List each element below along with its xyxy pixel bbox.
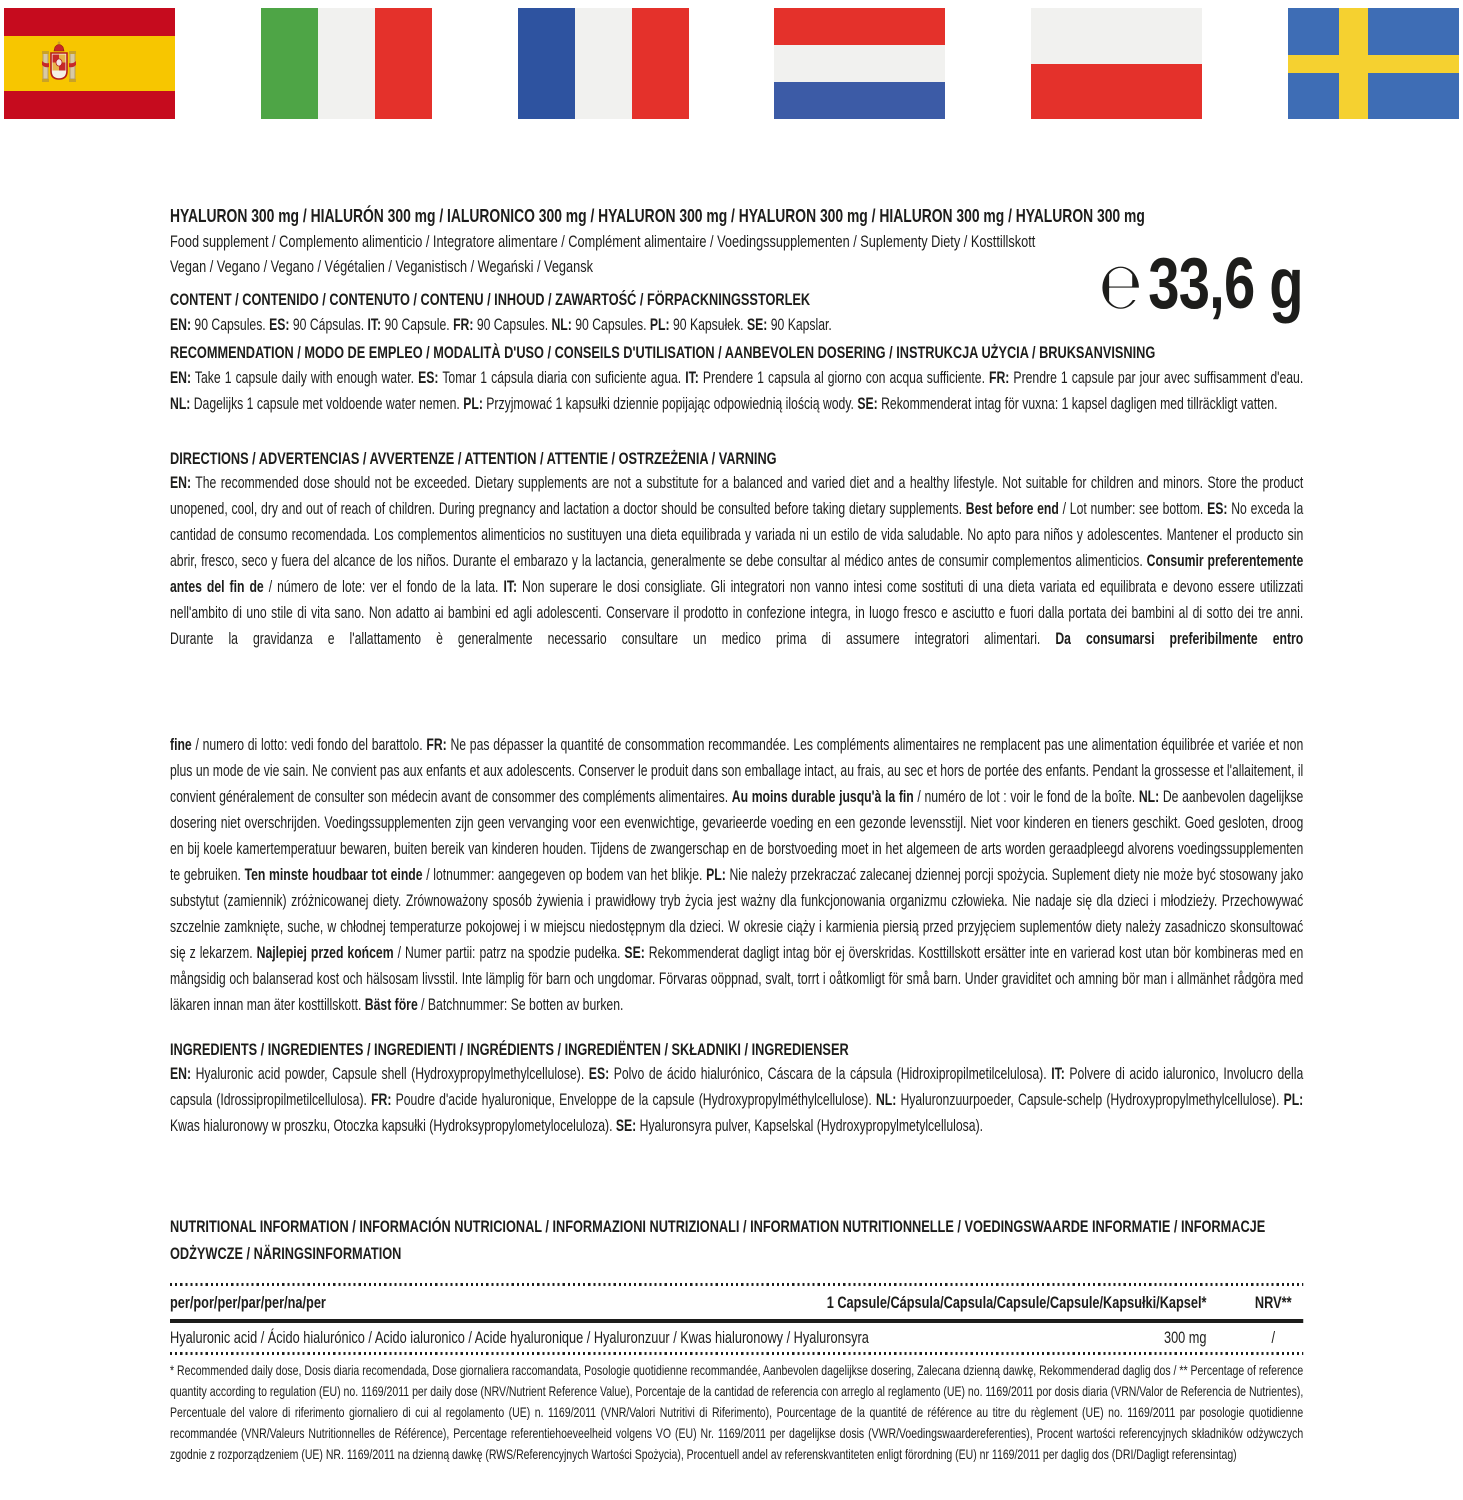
col-header-amount: 1 Capsule/Cápsula/Capsula/Capsule/Capsule/Kapsułki/Kapsel* (826, 1293, 1207, 1312)
flag-spain-stripes (4, 8, 175, 119)
nutrition-table-row (170, 1325, 1303, 1351)
nutrition-table-header (170, 1290, 1303, 1316)
flag-spain-icon (4, 8, 175, 119)
flag-stripe (1339, 8, 1368, 119)
flag-stripe (1288, 55, 1459, 74)
spain-coat-of-arms-icon (42, 41, 76, 87)
divider-dotted-bottom (170, 1352, 1303, 1355)
directions-body-1: EN: The recommended dose should not be exceeded. Dietary supplements are not a substitute for a balanced and varied diet and a healthy lifestyle. Not suitable for children and minors. Store the product unopened, cool, dry and out of reach of children. During pregnancy and lactation a doctor should be consulted before taking dietary supplements. Best before end / Lot number: see bottom. ES: No exceda la cantidad de consumo recomendada. Los complementos alimenticios no sustituyen una dieta equilibrada y variada ni un estilo de vida saludable. No apto para niños y adolescentes. Mantener el producto sin abrir, fresco, seco y fuera del alcance de los niños. Durante el embarazo y la lactancia, generalmente se debe consultar al médico antes de consumir complementos alimenticios. Consumir preferentemente antes del fin de / número de lote: ver el fondo de la lata. IT: Non superare le dosi consigliate. Gli integratori non vanno intesi come sostituti di una dieta variata ed equilibrata e devono essere utilizzati nell'ambito di uno stile di vita sano. Non adatto ai bambini ed agli adolescenti. Conservare il prodotto in confezione integra, in luogo fresco e asciutto e fuori dalla portata dei bambini al di sotto dei tre anni. Durante la gravidanza e l'allattamento è generalmente necessario consultare un medico prima di assumere integratori alimentari. Da consumarsi preferibilmente entro (170, 474, 1304, 648)
content-heading: CONTENT / CONTENIDO / CONTENUTO / CONTENU / INHOUD / ZAWARTOŚĆ / FÖRPACKNINGSSTORLEK (170, 290, 811, 309)
flag-stripe (4, 8, 175, 36)
ingredients-heading: INGREDIENTS / INGREDIENTES / INGREDIENTI / INGRÉDIENTS / INGREDIËNTEN / SKŁADNIKI / INGREDIENSER (170, 1040, 849, 1059)
flag-sweden-icon (1288, 8, 1459, 119)
nutrition-heading: NUTRITIONAL INFORMATION / INFORMACIÓN NUTRICIONAL / INFORMAZIONI NUTRIZIONALI / INFORMATION NUTRITIONNELLE / VOEDINGSWAARDE INFORMATIE / INFORMACJE ODŻYWCZE / NÄRINGSINFORMATION (170, 1217, 1266, 1263)
recommendation-body: EN: Take 1 capsule daily with enough water. ES: Tomar 1 cápsula diaria con suficiente agua. IT: Prendere 1 capsula al giorno con acqua sufficiente. FR: Prendre 1 capsule par jour avec suffisamment d'eau. NL: Dagelijks 1 capsule met voldoende water nemen. PL: Przyjmować 1 kapsułki dziennie popijając odpowiednią ilością wody. SE: Rekommenderat intag för vuxna: 1 kapsel dagligen med tillräckligt vatten. (170, 369, 1304, 413)
content-body: EN: 90 Capsules. ES: 90 Cápsulas. IT: 90 Capsule. FR: 90 Capsules. NL: 90 Capsules. PL: 90 Kapsułek. SE: 90 Kapslar. (170, 316, 832, 334)
divider-dotted-top (170, 1283, 1303, 1286)
intro-block (170, 203, 1303, 280)
col-header-nrv: NRV** (1254, 1293, 1292, 1312)
product-title: HYALURON 300 mg / HIALURÓN 300 mg / IALURONICO 300 mg / HYALURON 300 mg / HYALURON 300 mg / HIALURON 300 mg / HYALURON 300 mg (170, 205, 1145, 226)
nutrient-amount: 300 mg (1163, 1328, 1207, 1347)
divider-solid (170, 1319, 1303, 1323)
supplement-line: Food supplement / Complemento alimenticio / Integratore alimentare / Complément alimentaire / Voedingssupplementen / Suplementy Diety / Kosttillskott (170, 231, 1036, 251)
directions-heading: DIRECTIONS / ADVERTENCIAS / AVVERTENZE / ATTENTION / ATTENTIE / OSTRZEŻENIA / VARNING (170, 449, 777, 468)
label-text-column (170, 0, 1303, 1500)
footnote: * Recommended daily dose, Dosis diaria recomendada, Dose giornaliera raccomandata, Posologie quotidienne recommandée, Aanbevolen dagelijkse dosering, Zalecana dzienną dawkę, Rekommenderad daglig dos / ** Percentage of reference quantity according to regulation (EU) no. 1169/2011 per daily dose (NRV/Nutrient Reference Value), Porcentaje de la cantidad de referencia con arreglo al reglamento (UE) no. 1169/2011 por dosis diaria (VRN/Valor de Referencia de Nutrientes), Percentuale del valore di riferimento giornaliero di cui al regolamento (UE) n. 1169/2011 (VNR/Valori Nutritivi di Riferimento), Pourcentage de la quantité de référence au titre du règlement (UE) no. 1169/2011 par posologie quotidienne recommandée (VNR/Valeurs Nutritionnelles de Référence), Percentage referentiehoeveelheid volgens VO (EU) Nr. 1169/2011 per dagelijkse dosis (VWR/Voedingswaardereferenties), Procent wartości referencyjnych składników odżywczych zgodnie z rozporządzeniem (UE) NR. 1169/2011 na dzienną dawkę (RWS/Referencyjnych Wartości Spożycia), Procentuell andel av referenskvantiteten enligt förordning (EU) nr 1169/2011 per daglig dos (DRI/Dagligt referensintag) (170, 1362, 1304, 1462)
nutrient-nrv: / (1271, 1328, 1276, 1347)
flag-stripe (4, 36, 175, 92)
recommendation-heading: RECOMMENDATION / MODO DE EMPLEO / MODALITÀ D'USO / CONSEILS D'UTILISATION / AANBEVOLEN DOSERING / INSTRUKCJA UŻYCIA / BRUKSANVISNING (170, 343, 1156, 362)
directions-body-2: fine / numero di lotto: vedi fondo del barattolo. FR: Ne pas dépasser la quantité de consommation recommandée. Les compléments alimentaires ne remplacent pas une alimentation équilibrée et variée et non plus un mode de vie sain. Ne convient pas aux enfants et aux adolescents. Conserver le produit dans son emballage intact, au frais, au sec et hors de portée des enfants. Pendant la grossesse et l'allaitement, il convient généralement de consulter son médecin avant de consommer des compléments alimentaires. Au moins durable jusqu'à la fin / numéro de lot : voir le fond de la boîte. NL: De aanbevolen dagelijkse dosering niet overschrijden. Voedingssupplementen zijn geen vervanging voor een evenwichtige, gevarieerde voeding en een gezonde levensstijl. Niet voor kinderen en tieners geschikt. Goed gesloten, droog en bij koele kamertemperatuur bewaren, buiten bereik van kinderen houden. Tijdens de zwangerschap en de borstvoeding moet in het algemeen de arts worden geraadpleegd alvorens voedingssupplementen te gebruiken. Ten minste houdbaar tot einde / lotnummer: aangegeven op bodem van het blikje. PL: Nie należy przekraczać zalecanej dziennej porcji spożycia. Suplement diety nie może być stosowany jako substytut (zamiennik) zróżnicowanej diety. Zrównoważony sposób żywienia i prawidłowy tryb życia jest ważny dla funkcjonowania organizmu człowieka. Nie nadaje się dla dzieci i młodzieży. Przechowywać szczelnie zamknięte, suche, w chłodnej temperaturze pokojowej i w miejscu niedostępnym dla dzieci. W okresie ciąży i karmienia piersią przed przyjęciem suplementów diety należy zasadniczo skonsultować się z lekarzem. Najlepiej przed końcem / Numer partii: patrz na spodzie pudełka. SE: Rekommenderat dagligt intag bör ej överskridas. Kosttillskott ersätter inte en varierad kost utan bör kombineras med en mångsidig och balanserad kost och hälsosam livsstil. Inte lämplig för barn och ungdomar. Förvaras oöppnad, svalt, torrt i oåtkomligt för små barn. Under graviditet och amning bör man i allmänhet rådgöra med läkaren innan man äter kosttillskott. Bäst före / Batchnummer: Se botten av burken. (170, 736, 1304, 1014)
nutrient-name: Hyaluronic acid / Ácido hialurónico / Acido ialuronico / Acide hyaluronique / Hyaluronzuur / Kwas hialuronowy / Hyaluronsyra (170, 1328, 869, 1347)
vegan-line: Vegan / Vegano / Vegano / Végétalien / Veganistisch / Wegański / Vegansk (170, 257, 593, 276)
flag-stripe (4, 91, 175, 119)
ingredients-body: EN: Hyaluronic acid powder, Capsule shell (Hydroxypropylmethylcellulose). ES: Polvo de ácido hialurónico, Cáscara de la cápsula (Hidroxipropilmetilcelulosa). IT: Polvere di acido ialuronico, Involucro della capsula (Idrossipropilmetilcellulosa). FR: Poudre d'acide hyaluronique, Enveloppe de la capsule (Hydroxypropylméthylcellulose). NL: Hyaluronzuurpoeder, Capsule-schelp (Hydroxypropylmethylcellulose). PL: Kwas hialuronowy w proszku, Otoczka kapsułki (Hydroksypropylometyloceluloza). SE: Hyaluronsyra pulver, Kapselskal (Hydroxypropylmetylcellulosa). (170, 1065, 1304, 1135)
net-weight-value: 33,6 g (1148, 244, 1303, 324)
col-header-per: per/por/per/par/per/na/per (170, 1293, 326, 1312)
estimated-sign-icon: ℮ (1099, 250, 1143, 324)
